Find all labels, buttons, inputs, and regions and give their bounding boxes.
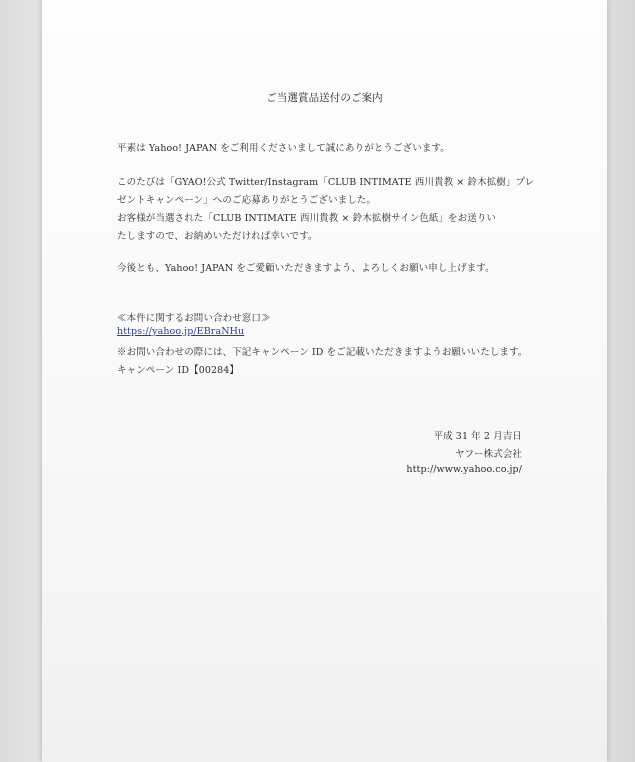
- body-paragraph-2-line-2: たしますので、お納めいただければ幸いです。: [117, 231, 318, 242]
- issue-date: 平成 31 年 2 月吉日: [433, 431, 522, 442]
- body-paragraph-1-line-1: このたびは「GYAO!公式 Twitter/Instagram「CLUB INTIMATE 西川貴教 × 鈴木拡樹」プレ: [117, 177, 535, 188]
- company-url: http://www.yahoo.co.jp/: [406, 464, 522, 475]
- body-paragraph-1-line-2: ゼントキャンペーン」へのご応募ありがとうございました。: [117, 195, 377, 206]
- contact-note: ※お問い合わせの際には、下記キャンペーン ID をご記載いただきますようお願いいたします。: [117, 347, 528, 358]
- contact-heading: ≪本件に関するお問い合わせ窓口≫: [117, 313, 271, 324]
- contact-url-link[interactable]: https://yahoo.jp/EBraNHu: [117, 326, 245, 337]
- company-name: ヤフー株式会社: [455, 449, 522, 460]
- greeting-text: 平素は Yahoo! JAPAN をご利用くださいまして誠にありがとうございます。: [117, 143, 450, 154]
- letter-paper: [42, 0, 607, 762]
- letter-title: ご当選賞品送付のご案内: [266, 92, 383, 104]
- closing-text: 今後とも、Yahoo! JAPAN をご愛顧いただきますよう、よろしくお願い申し上げます。: [117, 263, 495, 274]
- body-paragraph-2-line-1: お客様が当選された「CLUB INTIMATE 西川貴教 × 鈴木拡樹サイン色紙」をお送りい: [117, 213, 497, 224]
- campaign-id: キャンペーン ID【00284】: [117, 365, 240, 376]
